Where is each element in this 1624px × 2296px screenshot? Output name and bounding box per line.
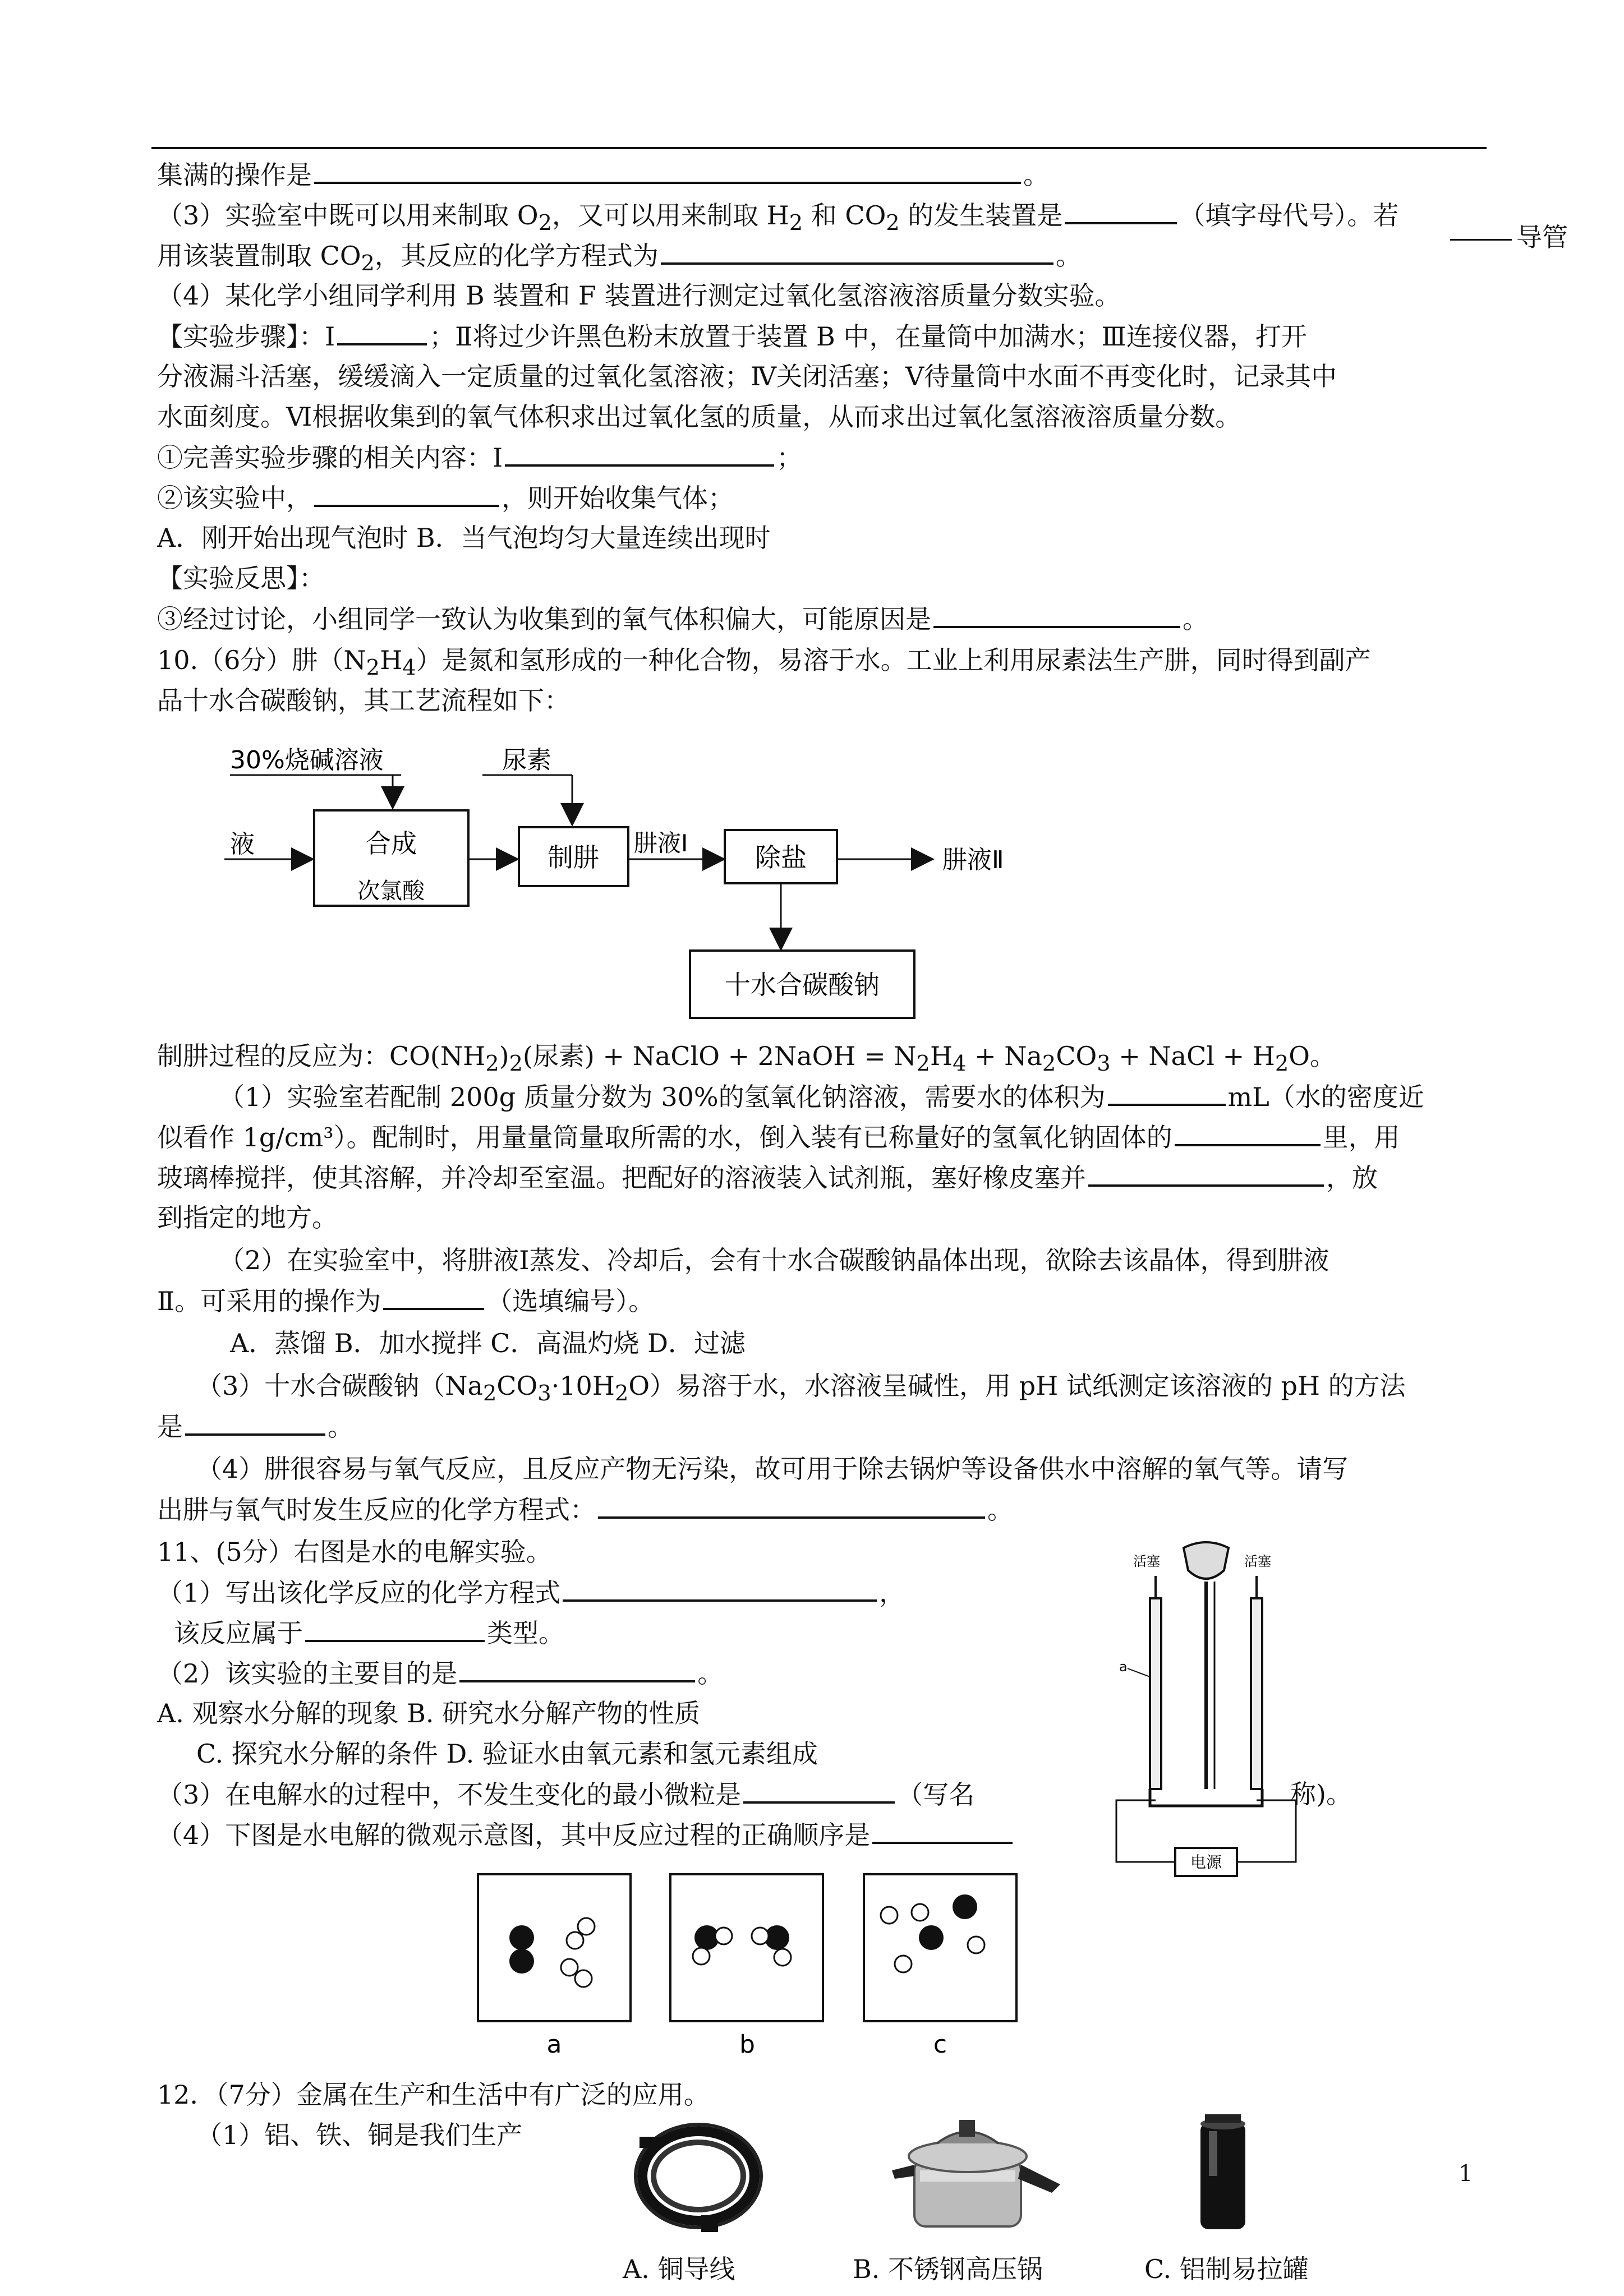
flow-box-synthesis-label: 合成 <box>365 828 417 859</box>
flow-output: 肼液Ⅱ <box>942 846 1004 874</box>
hydrogen-atom <box>774 1949 791 1966</box>
hydrogen-atom <box>561 1959 578 1976</box>
q9-line2: （3）实验室中既可以用来制取 $O_2$，又可以用来制取 $H_2$ 和 $CO_2$ 的发生装置是 （填字母代号）。若 <box>157 197 1398 241</box>
q10-part2-line2: Ⅱ。可采用的操作为 （选填编号）。 <box>157 1283 654 1318</box>
electrolysis-apparatus <box>1094 1537 1318 1879</box>
answer-blank[interactable] <box>1175 1119 1321 1146</box>
diagram-box-b <box>670 1874 823 2021</box>
q9-line11: 【实验反思】： <box>157 563 325 593</box>
flow-mid-label: 肼液Ⅰ <box>634 829 688 857</box>
micro-diagrams <box>477 1873 1038 2058</box>
answer-blank[interactable] <box>1108 1079 1226 1106</box>
hydrogen-atom <box>895 1956 912 1972</box>
diagram-label-a: a <box>546 2030 562 2058</box>
q11-line8: （4）下图是水电解的微观示意图，其中反应过程的正确顺序是 <box>157 1817 1015 1852</box>
right-valve-label: 活塞 <box>1244 1553 1271 1569</box>
q12-line2: （1）铝、铁、铜是我们生产 <box>196 2120 523 2150</box>
side-note: 导管 <box>1450 220 1568 255</box>
answer-blank[interactable] <box>598 1492 985 1519</box>
funnel-bulb <box>1184 1542 1229 1579</box>
answer-blank[interactable] <box>872 1817 1013 1844</box>
aluminum-can-image <box>1178 2111 1268 2246</box>
diagram-box-a <box>478 1874 631 2021</box>
answer-blank[interactable] <box>933 601 1180 628</box>
oxygen-atom <box>953 1894 977 1919</box>
q11-line7: （3）在电解水的过程中，不发生变化的最小微粒是 （写名 <box>157 1777 974 1812</box>
flow-box-product-label: 十水合碳酸钠 <box>725 970 880 1000</box>
hydrogen-atom <box>752 1928 769 1944</box>
caption-pressure-cooker: B. 不锈钢高压锅 <box>853 2254 1043 2284</box>
flow-input-soda: 30%烧碱溶液 <box>230 746 384 774</box>
q10-part1-line3: 玻璃棒搅拌，使其溶解，并冷却至室温。把配好的溶液装入试剂瓶，塞好橡皮塞并 ，放 <box>157 1160 1378 1195</box>
q10-part1-line2: 似看作 1g/cm³）。配制时，用量量筒量取所需的水，倒入装有已称量好的氢氧化钠固体的 里，用 <box>157 1119 1400 1155</box>
q9-line4: （4）某化学小组同学利用 B 装置和 F 装置进行测定过氧化氢溶液溶质量分数实验。 <box>157 280 1121 311</box>
answer-blank[interactable] <box>337 319 427 345</box>
pointer-line <box>1128 1668 1150 1677</box>
q11-line7-tail: 称)。 <box>1290 1779 1352 1809</box>
q12-line1: 12．（7分）金属在生产和生活中有广泛的应用。 <box>157 2080 710 2110</box>
oxygen-atom <box>919 1925 944 1950</box>
q10-line2: 品十水合碳酸钠，其工艺流程如下： <box>157 685 570 716</box>
answer-blank[interactable] <box>314 480 499 507</box>
u-base <box>1150 1789 1262 1806</box>
copper-wire-image <box>628 2114 769 2243</box>
q10-part3-line2: 是 。 <box>157 1409 353 1444</box>
hydrogen-atom <box>881 1907 898 1924</box>
q11-option-cd: C. 探究水分解的条件 D. 验证水由氧元素和氢元素组成 <box>196 1739 818 1769</box>
pressure-cooker-image <box>881 2109 1066 2243</box>
tube-mark: a <box>1119 1659 1128 1675</box>
q11-line1: 11、(5分）右图是水的电解实验。 <box>157 1537 552 1567</box>
oxygen-atom <box>509 1925 534 1950</box>
page-number: 1 <box>1459 2161 1473 2187</box>
q9-line8: ①完善实验步骤的相关内容：Ⅰ ； <box>157 440 802 475</box>
hydrogen-atom <box>912 1904 928 1921</box>
left-valve-label: 活塞 <box>1133 1553 1160 1569</box>
answer-blank[interactable] <box>1065 197 1177 224</box>
q9-line1: 集满的操作是 。 <box>157 157 1049 192</box>
q11-line2: （1）写出该化学反应的化学方程式 ， <box>157 1575 905 1610</box>
q10-part4-line2: 出肼与氧气时发生反应的化学方程式： 。 <box>157 1492 1013 1527</box>
q10-part4-line1: （4）肼很容易与氧气反应，且反应产物无污染，故可用于除去锅炉等设备供水中溶解的氧气等。请写 <box>196 1454 1349 1484</box>
q9-line7: 水面刻度。Ⅵ根据收集到的氧气体积求出过氧化氢的质量，从而求出过氧化氢溶液溶质量分数。 <box>157 402 1241 432</box>
power-source-label: 电源 <box>1190 1853 1222 1871</box>
answer-blank[interactable] <box>563 1575 877 1602</box>
answer-blank[interactable] <box>459 1656 695 1682</box>
hydrogen-atom <box>567 1932 583 1949</box>
q10-part1-line4: 到指定的地方。 <box>157 1202 338 1233</box>
wire-right <box>1237 1800 1296 1862</box>
q11-line4: （2）该实验的主要目的是 。 <box>157 1656 723 1691</box>
hydrogen-atom <box>968 1937 984 1953</box>
hydrogen-atom <box>693 1948 710 1965</box>
q11-option-ab: A. 观察水分解的现象 B. 研究水分解产物的性质 <box>157 1698 701 1728</box>
flow-box-desalt-label: 除盐 <box>755 842 807 873</box>
answer-blank[interactable] <box>1088 1160 1324 1187</box>
q10-equation: 制肼过程的反应为：$CO(NH_2)_2$(尿素) + NaClO + 2NaOH = $N_2H_4 + Na_2CO_3$ + NaCl + $H_2O$。 <box>157 1041 1336 1077</box>
q9-line6: 分液漏斗活塞，缓缓滴入一定质量的过氧化氢溶液；Ⅳ关闭活塞；Ⅴ待量筒中水面不再变化时，记录其中 <box>157 361 1337 391</box>
hydrogen-atom <box>575 1970 592 1987</box>
q9-line3: 用该装置制取 $CO_2$，其反应的化学方程式为 。 <box>157 238 1082 281</box>
diagram-box-c <box>864 1874 1016 2021</box>
caption-aluminum-can: C. 铝制易拉罐 <box>1144 2254 1309 2284</box>
answer-blank[interactable] <box>314 157 1021 184</box>
q9-line12: ③经过讨论，小组同学一致认为收集到的氧气体积偏大，可能原因是 。 <box>157 601 1208 637</box>
answer-blank[interactable] <box>383 1283 484 1310</box>
q10-part2-line1: （2）在实验室中，将肼液Ⅰ蒸发、冷却后，会有十水合碳酸钠晶体出现，欲除去该晶体，得到肼液 <box>219 1245 1329 1275</box>
wire-left <box>1116 1800 1175 1862</box>
q10-part3-line1: （3）十水合碳酸钠$(Na_2CO_3\cdot 10H_2O)$易溶于水，水溶液呈碱性，用 pH 试纸测定该溶液的 pH 的方法 <box>196 1371 1406 1407</box>
answer-blank[interactable] <box>505 440 774 467</box>
flow-box-hydrazine-label: 制肼 <box>548 842 599 873</box>
answer-blank[interactable] <box>305 1615 485 1642</box>
diagram-label-c: c <box>933 2030 947 2058</box>
q10-part1-line1: （1）实验室若配制 200g 质量分数为 30%的氢氧化钠溶液，需要水的体积为 mL（水的密度近 <box>219 1079 1424 1114</box>
hydrogen-atom <box>578 1918 595 1935</box>
flow-box-synthesis-sub: 次氯酸 <box>357 878 425 904</box>
q9-line10: A．刚开始出现气泡时 B．当气泡均匀大量连续出现时 <box>157 523 771 553</box>
flow-input-left: 液 <box>230 830 255 859</box>
answer-blank[interactable] <box>185 1409 325 1436</box>
answer-blank[interactable] <box>743 1777 895 1804</box>
process-flow-diagram <box>213 740 1167 1032</box>
caption-copper-wire: A. 铜导线 <box>623 2254 735 2284</box>
q11-line3: 该反应属于 类型。 <box>174 1615 564 1650</box>
answer-blank[interactable] <box>661 238 1053 265</box>
oxygen-atom <box>509 1949 534 1974</box>
q9-line5: 【实验步骤】：Ⅰ ；Ⅱ将过少许黑色粉末放置于装置 B 中，在量筒中加满水；Ⅲ连接仪器，打开 <box>157 319 1307 354</box>
left-tube <box>1150 1598 1161 1789</box>
q10-part2-options: A．蒸馏 B．加水搅拌 C．高温灼烧 D．过滤 <box>230 1328 746 1358</box>
q10-line1: 10.（6分）肼$(N_2H_4)$是氮和氢形成的一种化合物，易溶于水。工业上利用尿素法生产肼，同时得到副产 <box>157 645 1371 681</box>
diagram-label-b: b <box>739 2030 755 2058</box>
q9-line9: ②该实验中， ，则开始收集气体； <box>157 480 734 515</box>
right-tube <box>1251 1598 1262 1789</box>
flow-input-urea: 尿素 <box>502 746 551 774</box>
hydrogen-atom <box>715 1928 732 1944</box>
header-rule <box>151 147 1487 149</box>
